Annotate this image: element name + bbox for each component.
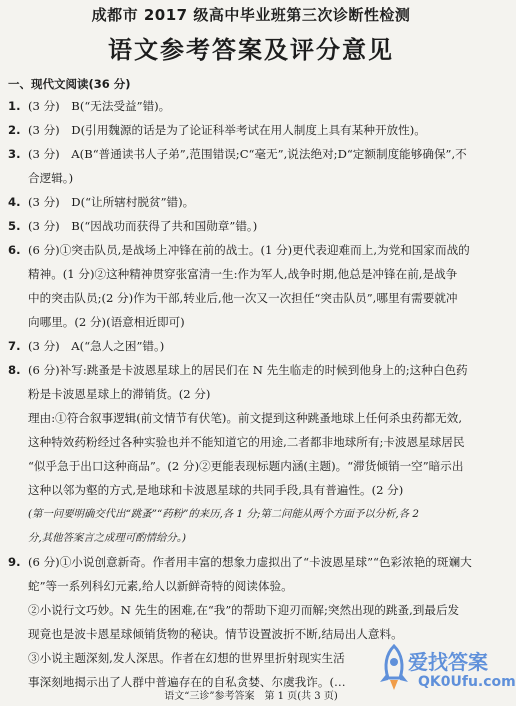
answer-text: (3 分) B(“因战功而获得了共和国勋章”错。) — [28, 219, 258, 233]
answer-item-5 — [8, 214, 494, 238]
answer-text: (6 分)补写:跳蚤是卡波恩星球上的居民们在 N 先生临走的时候到他身上的;这种白色药 — [28, 363, 468, 377]
reason-text: 理由:①符合叙事逻辑(前文情节有伏笔)。前文提到这种跳蚤地球上任何杀虫药都无效, — [28, 411, 463, 425]
question-number: 4. — [8, 195, 21, 209]
answer-text-cont: 蛇”等一系列科幻元素,给人以新鲜奇特的阅读体验。 — [28, 579, 293, 593]
question-number: 9. — [8, 555, 21, 569]
answer-item-6 — [8, 238, 494, 334]
answer-text: (3 分) A(“急人之困”错。) — [28, 339, 165, 353]
answer-text-cont: 合逻辑。) — [28, 171, 74, 185]
answer-text: (3 分) D(“让所辖村脱贫”错)。 — [28, 195, 195, 209]
answer-text-cont: 精神。(1 分)②这种精神贯穿张富清一生:作为军人,战争时期,他总是冲锋在前,是战争 — [28, 267, 458, 281]
answer-text: (3 分) B(“无法受益”错)。 — [28, 99, 171, 113]
scoring-note: 分,其他答案言之成理可酌情给分。) — [28, 532, 187, 544]
answer-text-cont: 粉是卡波恩星球上的滞销货。(2 分) — [28, 387, 211, 401]
section-heading: 一、现代文阅读(36 分) — [8, 77, 131, 91]
question-number: 7. — [8, 339, 21, 353]
question-number: 5. — [8, 219, 21, 233]
reason-text: “似乎急于出口这种商品”。(2 分)②更能表现标题内涵(主题)。“滞货倾销一空”暗示出 — [28, 459, 464, 473]
point-text: 现竟也是波卡恩星球倾销货物的秘诀。情节设置波折不断,结局出人意料。 — [28, 627, 403, 641]
reason-text: 这种以邻为壑的方式,是地球和卡波恩星球的共同手段,具有普遍性。(2 分) — [28, 483, 404, 497]
answer-item-3 — [8, 142, 494, 190]
answer-text-cont: 向哪里。(2 分)(语意相近即可) — [28, 315, 185, 329]
point-text: 事深刻地揭示出了人群中普遍存在的自私贪婪、尔虞我诈。(… — [28, 675, 346, 689]
question-number: 6. — [8, 243, 21, 257]
answer-item-2 — [8, 118, 494, 142]
answer-text: (6 分)①小说创意新奇。作者用丰富的想象力虚拟出了“卡波恩星球”“色彩浓艳的斑斓大 — [28, 555, 472, 569]
answer-item-4 — [8, 190, 494, 214]
page-title: 语文参考答案及评分意见 — [108, 36, 394, 64]
question-number: 8. — [8, 363, 21, 377]
answer-text: (3 分) D(引用魏源的话是为了论证科举考试在用人制度上具有某种开放性)。 — [28, 123, 426, 137]
answer-item-7 — [8, 334, 494, 358]
answer-text: (3 分) A(B“普通读书人子弟”,范围错误;C“毫无”,说法绝对;D“定额制度能够确保”,不 — [28, 147, 467, 161]
answer-text-cont: 中的突击队员;(2 分)作为干部,转业后,他一次又一次担任“突击队员”,哪里有需要就冲 — [28, 291, 458, 305]
reason-text: 这种特效药粉经过各种实验也并不能知道它的用途,二者都非地球所有;卡波恩星球居民 — [28, 435, 465, 449]
answer-text: (6 分)①突击队员,是战场上冲锋在前的战士。(1 分)更代表迎难而上,为党和国家而战的 — [28, 243, 470, 257]
answer-item-1 — [8, 94, 494, 118]
point-text: ③小说主题深刻,发人深思。作者在幻想的世界里折射现实生活 — [28, 651, 345, 665]
question-number: 1. — [8, 99, 21, 113]
question-number: 2. — [8, 123, 21, 137]
watermark-text: 爱找答案 — [408, 650, 488, 674]
answer-item-8 — [8, 358, 494, 550]
watermark — [374, 642, 516, 698]
scoring-note: (第一问要明确交代出“跳蚤”“药粉”的来历,各 1 分;第二问能从两个方面予以分析,各 2 — [28, 508, 420, 520]
page-footer: 语文“三诊”参考答案 第 1 页(共 3 页) — [164, 691, 338, 702]
watermark-url: QK0Ufu.com — [418, 674, 516, 690]
question-number: 3. — [8, 147, 21, 161]
exam-subtitle: 成都市 2017 级高中毕业班第三次诊断性检测 — [91, 6, 411, 24]
point-text: ②小说行文巧妙。N 先生的困难,在“我”的帮助下迎刃而解;突然出现的跳蚤,到最后发 — [28, 603, 460, 617]
